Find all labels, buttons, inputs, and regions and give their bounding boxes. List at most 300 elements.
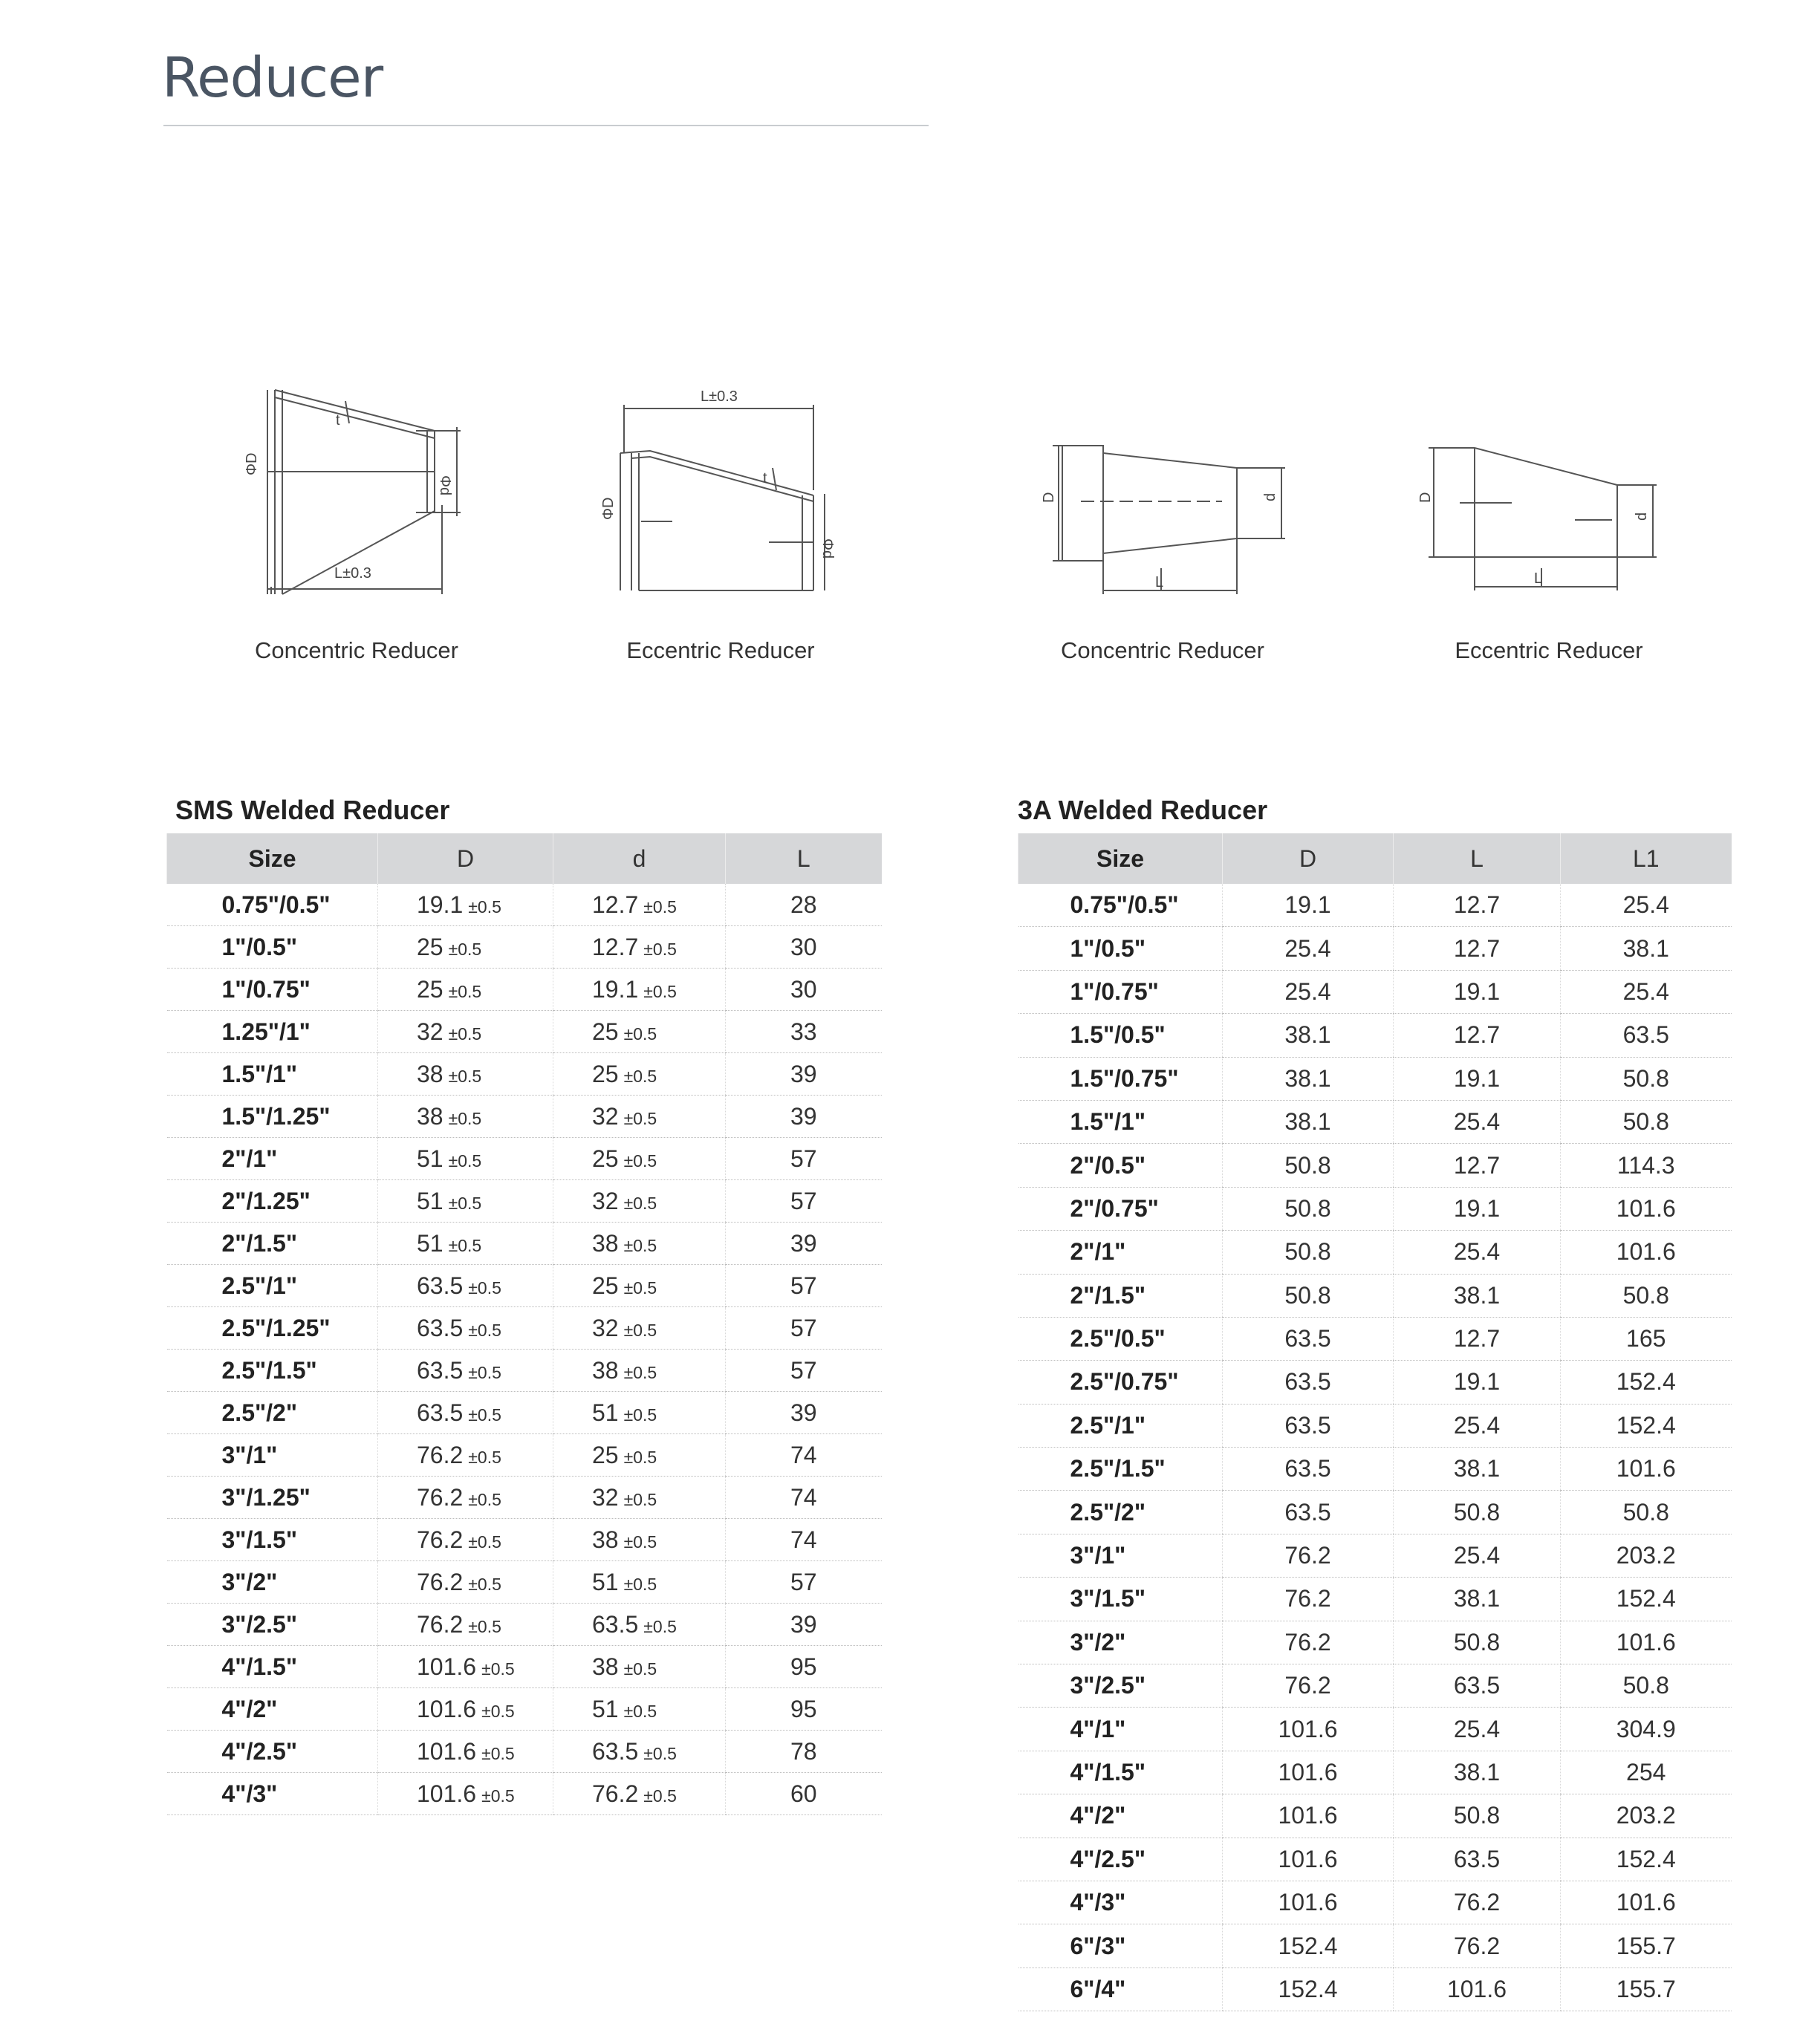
tolerance: ±0.5 [468, 1532, 501, 1552]
D-cell: 76.2 [1223, 1534, 1394, 1577]
tolerance: ±0.5 [643, 1616, 677, 1636]
D-cell: 38.1 [1223, 1057, 1394, 1100]
d-cell [553, 1307, 726, 1350]
L-cell: 57 [726, 1138, 882, 1180]
size-cell: 0.75"/0.5" [167, 884, 378, 926]
L-cell: 39 [726, 1604, 882, 1646]
L-cell: 74 [726, 1477, 882, 1519]
table-row [167, 1096, 882, 1138]
value: 51 [592, 1695, 619, 1722]
L-cell: 57 [726, 1350, 882, 1392]
D-cell: 38.1 [1223, 1100, 1394, 1143]
size-cell: 2.5"/1.25" [167, 1307, 378, 1350]
d-cell [553, 1646, 726, 1688]
value: 32 [417, 1018, 443, 1045]
tolerance: ±0.5 [468, 896, 501, 917]
D-cell: 101.6 [1223, 1881, 1394, 1924]
d-cell [553, 884, 726, 926]
tolerance: ±0.5 [468, 1320, 501, 1340]
L-cell: 30 [726, 926, 882, 969]
L-cell: 39 [726, 1392, 882, 1434]
value: 32 [592, 1102, 619, 1130]
table-row [1018, 1664, 1732, 1708]
D-cell [378, 1096, 553, 1138]
tolerance: ±0.5 [623, 1489, 657, 1509]
dim-label-D: D [1417, 492, 1434, 503]
D-cell: 101.6 [1223, 1751, 1394, 1794]
value: 76.2 [417, 1610, 464, 1638]
table-row [1018, 1534, 1732, 1577]
size-cell: 2.5"/0.5" [1018, 1317, 1223, 1360]
L1-cell: 152.4 [1561, 1404, 1732, 1447]
tolerance: ±0.5 [468, 1405, 501, 1425]
dim-label-t: t [336, 412, 340, 429]
size-cell: 3"/1" [167, 1434, 378, 1477]
L-cell: 76.2 [1394, 1924, 1561, 1967]
value: 51 [592, 1399, 619, 1426]
tolerance: ±0.5 [448, 939, 482, 959]
D-cell: 76.2 [1223, 1621, 1394, 1664]
L1-cell: 50.8 [1561, 1491, 1732, 1534]
value: 19.1 [417, 891, 464, 918]
value: 25 [592, 1145, 619, 1172]
sms-welded-reducer-table [166, 833, 882, 1815]
table-row [1018, 1317, 1732, 1360]
tolerance: ±0.5 [623, 1150, 657, 1171]
L-cell: 57 [726, 1265, 882, 1307]
L1-cell: 101.6 [1561, 1621, 1732, 1664]
table-row [167, 1307, 882, 1350]
column-header-d: d [553, 833, 726, 884]
D-cell: 50.8 [1223, 1231, 1394, 1274]
size-cell: 1.25"/1" [167, 1011, 378, 1053]
L-cell: 28 [726, 884, 882, 926]
d-cell [553, 1350, 726, 1392]
size-cell: 2.5"/0.75" [1018, 1361, 1223, 1404]
tolerance: ±0.5 [643, 896, 677, 917]
tolerance: ±0.5 [623, 1066, 657, 1086]
d-cell [553, 1773, 726, 1815]
D-cell [378, 1265, 553, 1307]
size-cell: 3"/2.5" [1018, 1664, 1223, 1708]
L-cell: 25.4 [1394, 1708, 1561, 1751]
L-cell: 38.1 [1394, 1751, 1561, 1794]
d-cell [553, 1265, 726, 1307]
dim-label-L: L±0.3 [701, 388, 738, 405]
size-cell: 1"/0.75" [1018, 970, 1223, 1013]
L-cell: 38.1 [1394, 1274, 1561, 1317]
D-cell: 25.4 [1223, 970, 1394, 1013]
tolerance: ±0.5 [468, 1447, 501, 1467]
L1-cell: 63.5 [1561, 1014, 1732, 1057]
L-cell: 19.1 [1394, 1057, 1561, 1100]
size-cell: 4"/2" [1018, 1794, 1223, 1838]
table-row [167, 1519, 882, 1561]
d-cell [553, 1096, 726, 1138]
d-cell [553, 1138, 726, 1180]
tolerance: ±0.5 [623, 1193, 657, 1213]
table-row [1018, 1751, 1732, 1794]
tolerance: ±0.5 [481, 1786, 515, 1806]
value: 51 [417, 1229, 443, 1257]
size-cell: 4"/1.5" [167, 1646, 378, 1688]
size-cell: 2.5"/1.5" [1018, 1448, 1223, 1491]
table-row [167, 1223, 882, 1265]
size-cell: 3"/2" [1018, 1621, 1223, 1664]
L1-cell: 38.1 [1561, 927, 1732, 970]
tolerance: ±0.5 [448, 1108, 482, 1128]
L-cell: 57 [726, 1180, 882, 1223]
d-cell [553, 1731, 726, 1773]
table-row [1018, 1014, 1732, 1057]
diagram-caption: Eccentric Reducer [1455, 637, 1643, 663]
L1-cell: 25.4 [1561, 884, 1732, 927]
value: 51 [417, 1145, 443, 1172]
value: 63.5 [417, 1356, 464, 1384]
table-row [1018, 1838, 1732, 1881]
value: 25 [592, 1060, 619, 1087]
value: 51 [417, 1187, 443, 1214]
size-cell: 2"/1.5" [167, 1223, 378, 1265]
table-row [1018, 1274, 1732, 1317]
tolerance: ±0.5 [468, 1574, 501, 1594]
tolerance: ±0.5 [468, 1616, 501, 1636]
tolerance: ±0.5 [448, 1150, 482, 1171]
d-cell [553, 1053, 726, 1096]
L-cell: 76.2 [1394, 1881, 1561, 1924]
dim-label-L: L [1155, 574, 1164, 590]
tolerance: ±0.5 [623, 1362, 657, 1382]
3a-welded-reducer-table [1018, 833, 1732, 2011]
table-row [1018, 1448, 1732, 1491]
L-cell: 19.1 [1394, 1361, 1561, 1404]
L-cell: 63.5 [1394, 1838, 1561, 1881]
value: 12.7 [592, 891, 639, 918]
L-cell: 38.1 [1394, 1448, 1561, 1491]
value: 32 [592, 1483, 619, 1511]
dim-label-D: D [1041, 492, 1057, 503]
tolerance: ±0.5 [448, 1023, 482, 1044]
L-cell: 12.7 [1394, 1014, 1561, 1057]
dim-label-t: t [763, 470, 767, 486]
table-row [1018, 1100, 1732, 1143]
L-cell: 38.1 [1394, 1578, 1561, 1621]
table-row [1018, 1578, 1732, 1621]
value: 63.5 [592, 1737, 639, 1765]
size-cell: 4"/3" [167, 1773, 378, 1815]
D-cell: 25.4 [1223, 927, 1394, 970]
D-cell: 76.2 [1223, 1578, 1394, 1621]
size-cell: 6"/4" [1018, 1967, 1223, 2011]
D-cell: 101.6 [1223, 1794, 1394, 1838]
size-cell: 3"/1" [1018, 1534, 1223, 1577]
D-cell [378, 1604, 553, 1646]
L1-cell: 101.6 [1561, 1231, 1732, 1274]
table-row [1018, 1621, 1732, 1664]
dim-label-L: L±0.3 [334, 565, 371, 582]
column-header-L: L [1394, 833, 1561, 884]
table-row [1018, 1231, 1732, 1274]
value: 63.5 [417, 1399, 464, 1426]
value: 32 [592, 1187, 619, 1214]
table-row [167, 1561, 882, 1604]
tolerance: ±0.5 [623, 1235, 657, 1255]
table-row [1018, 1491, 1732, 1534]
tolerance: ±0.5 [448, 1066, 482, 1086]
tolerance: ±0.5 [623, 1108, 657, 1128]
D-cell [378, 1180, 553, 1223]
L1-cell: 165 [1561, 1317, 1732, 1360]
L1-cell: 155.7 [1561, 1967, 1732, 2011]
D-cell [378, 1688, 553, 1731]
D-cell: 152.4 [1223, 1967, 1394, 2011]
L-cell: 50.8 [1394, 1794, 1561, 1838]
dim-label-D: ΦD [600, 497, 617, 520]
L-cell: 39 [726, 1053, 882, 1096]
D-cell: 152.4 [1223, 1924, 1394, 1967]
L1-cell: 50.8 [1561, 1057, 1732, 1100]
D-cell: 63.5 [1223, 1361, 1394, 1404]
d-cell [553, 1180, 726, 1223]
table-row [1018, 1708, 1732, 1751]
D-cell: 63.5 [1223, 1448, 1394, 1491]
table-row [167, 1138, 882, 1180]
D-cell [378, 1477, 553, 1519]
tolerance: ±0.5 [448, 1235, 482, 1255]
D-cell: 50.8 [1223, 1144, 1394, 1187]
title-divider [163, 125, 929, 126]
d-cell [553, 1519, 726, 1561]
L1-cell: 50.8 [1561, 1100, 1732, 1143]
L-cell: 25.4 [1394, 1534, 1561, 1577]
D-cell [378, 1434, 553, 1477]
D-cell [378, 1011, 553, 1053]
size-cell: 1.5"/0.75" [1018, 1057, 1223, 1100]
tolerance: ±0.5 [643, 981, 677, 1001]
d-cell [553, 1688, 726, 1731]
D-cell: 76.2 [1223, 1664, 1394, 1708]
table-row [1018, 1187, 1732, 1230]
size-cell: 2.5"/2" [167, 1392, 378, 1434]
table-row [167, 969, 882, 1011]
size-cell: 3"/2" [167, 1561, 378, 1604]
L-cell: 39 [726, 1096, 882, 1138]
d-cell [553, 1477, 726, 1519]
size-cell: 4"/2" [167, 1688, 378, 1731]
tolerance: ±0.5 [623, 1574, 657, 1594]
value: 63.5 [417, 1272, 464, 1299]
value: 32 [592, 1314, 619, 1341]
L-cell: 25.4 [1394, 1100, 1561, 1143]
table-header-row [1018, 833, 1732, 884]
table-row [167, 1731, 882, 1773]
L-cell: 101.6 [1394, 1967, 1561, 2011]
value: 38 [592, 1653, 619, 1680]
value: 19.1 [592, 975, 639, 1003]
sms-table-title: SMS Welded Reducer [175, 795, 450, 825]
L1-cell: 50.8 [1561, 1274, 1732, 1317]
column-header-L1: L1 [1561, 833, 1732, 884]
diagram-caption: Concentric Reducer [255, 637, 458, 663]
L-cell: 19.1 [1394, 1187, 1561, 1230]
L1-cell: 304.9 [1561, 1708, 1732, 1751]
table-row [167, 1053, 882, 1096]
diagram-caption: Eccentric Reducer [626, 637, 815, 663]
d-cell [553, 926, 726, 969]
tolerance: ±0.5 [623, 1320, 657, 1340]
size-cell: 1.5"/1.25" [167, 1096, 378, 1138]
tolerance: ±0.5 [623, 1701, 657, 1721]
tolerance: ±0.5 [623, 1278, 657, 1298]
D-cell [378, 1646, 553, 1688]
L-cell: 12.7 [1394, 884, 1561, 927]
d-cell [553, 1011, 726, 1053]
tolerance: ±0.5 [468, 1489, 501, 1509]
D-cell: 50.8 [1223, 1274, 1394, 1317]
L-cell: 60 [726, 1773, 882, 1815]
d-cell [553, 1434, 726, 1477]
size-cell: 3"/1.25" [167, 1477, 378, 1519]
L-cell: 33 [726, 1011, 882, 1053]
table-row [1018, 970, 1732, 1013]
table-row [167, 926, 882, 969]
value: 25 [417, 933, 443, 960]
table-row [167, 1265, 882, 1307]
size-cell: 4"/2.5" [167, 1731, 378, 1773]
a3-table-title: 3A Welded Reducer [1018, 795, 1268, 825]
table-row [167, 1011, 882, 1053]
L1-cell: 25.4 [1561, 970, 1732, 1013]
size-cell: 3"/1.5" [1018, 1578, 1223, 1621]
L-cell: 74 [726, 1519, 882, 1561]
L-cell: 50.8 [1394, 1621, 1561, 1664]
L1-cell: 101.6 [1561, 1448, 1732, 1491]
concentric-reducer-diagram-2 [1036, 434, 1311, 613]
table-row [1018, 1794, 1732, 1838]
d-cell [553, 1392, 726, 1434]
size-cell: 6"/3" [1018, 1924, 1223, 1967]
diagram-caption: Concentric Reducer [1061, 637, 1264, 663]
eccentric-reducer-diagram-2 [1415, 434, 1668, 613]
table-row [167, 1688, 882, 1731]
tolerance: ±0.5 [481, 1659, 515, 1679]
size-cell: 2"/0.5" [1018, 1144, 1223, 1187]
size-cell: 1.5"/1" [1018, 1100, 1223, 1143]
d-cell [553, 969, 726, 1011]
size-cell: 2"/1.25" [167, 1180, 378, 1223]
value: 63.5 [592, 1610, 639, 1638]
tolerance: ±0.5 [643, 939, 677, 959]
D-cell [378, 884, 553, 926]
table-row [167, 1477, 882, 1519]
size-cell: 2"/1" [167, 1138, 378, 1180]
tolerance: ±0.5 [448, 981, 482, 1001]
L-cell: 12.7 [1394, 1317, 1561, 1360]
tolerance: ±0.5 [468, 1278, 501, 1298]
L-cell: 12.7 [1394, 1144, 1561, 1187]
column-header-size: Size [167, 833, 378, 884]
table-row [167, 1392, 882, 1434]
L1-cell: 155.7 [1561, 1924, 1732, 1967]
table-row [167, 1604, 882, 1646]
size-cell: 1"/0.5" [167, 926, 378, 969]
table-row [1018, 1057, 1732, 1100]
L1-cell: 203.2 [1561, 1794, 1732, 1838]
value: 38 [417, 1102, 443, 1130]
size-cell: 2.5"/2" [1018, 1491, 1223, 1534]
size-cell: 2.5"/1" [167, 1265, 378, 1307]
L1-cell: 50.8 [1561, 1664, 1732, 1708]
D-cell [378, 1053, 553, 1096]
D-cell [378, 969, 553, 1011]
dim-label-d: d [1634, 512, 1650, 521]
dim-label-D: ΦD [244, 452, 260, 475]
size-cell: 2.5"/1" [1018, 1404, 1223, 1447]
D-cell: 101.6 [1223, 1708, 1394, 1751]
size-cell: 4"/2.5" [1018, 1838, 1223, 1881]
tolerance: ±0.5 [643, 1786, 677, 1806]
table-row [1018, 1924, 1732, 1967]
L-cell: 25.4 [1394, 1404, 1561, 1447]
value: 25 [592, 1272, 619, 1299]
L-cell: 30 [726, 969, 882, 1011]
table-row [167, 1350, 882, 1392]
value: 38 [592, 1356, 619, 1384]
dim-label-d: d [1262, 492, 1278, 501]
L-cell: 19.1 [1394, 970, 1561, 1013]
dim-label-d: Φd [819, 538, 836, 559]
value: 38 [417, 1060, 443, 1087]
size-cell: 4"/3" [1018, 1881, 1223, 1924]
value: 25 [417, 975, 443, 1003]
tolerance: ±0.5 [481, 1701, 515, 1721]
D-cell [378, 1138, 553, 1180]
value: 12.7 [592, 933, 639, 960]
size-cell: 2"/1.5" [1018, 1274, 1223, 1317]
size-cell: 4"/1" [1018, 1708, 1223, 1751]
size-cell: 1.5"/1" [167, 1053, 378, 1096]
size-cell: 1"/0.75" [167, 969, 378, 1011]
D-cell: 19.1 [1223, 884, 1394, 927]
concentric-reducer-diagram-1 [238, 371, 475, 609]
tolerance: ±0.5 [623, 1023, 657, 1044]
L-cell: 50.8 [1394, 1491, 1561, 1534]
L-cell: 74 [726, 1434, 882, 1477]
value: 38 [592, 1229, 619, 1257]
D-cell: 63.5 [1223, 1317, 1394, 1360]
size-cell: 1"/0.5" [1018, 927, 1223, 970]
tolerance: ±0.5 [623, 1532, 657, 1552]
d-cell [553, 1604, 726, 1646]
L-cell: 39 [726, 1223, 882, 1265]
tolerance: ±0.5 [481, 1743, 515, 1763]
size-cell: 2"/0.75" [1018, 1187, 1223, 1230]
size-cell: 4"/1.5" [1018, 1751, 1223, 1794]
D-cell: 63.5 [1223, 1491, 1394, 1534]
D-cell [378, 1223, 553, 1265]
L-cell: 12.7 [1394, 927, 1561, 970]
table-row [167, 1773, 882, 1815]
table-row [167, 1180, 882, 1223]
size-cell: 0.75"/0.5" [1018, 884, 1223, 927]
D-cell [378, 1350, 553, 1392]
L1-cell: 152.4 [1561, 1361, 1732, 1404]
D-cell: 101.6 [1223, 1838, 1394, 1881]
value: 101.6 [417, 1780, 477, 1807]
D-cell [378, 1561, 553, 1604]
eccentric-reducer-diagram-1 [591, 379, 858, 616]
L1-cell: 152.4 [1561, 1838, 1732, 1881]
